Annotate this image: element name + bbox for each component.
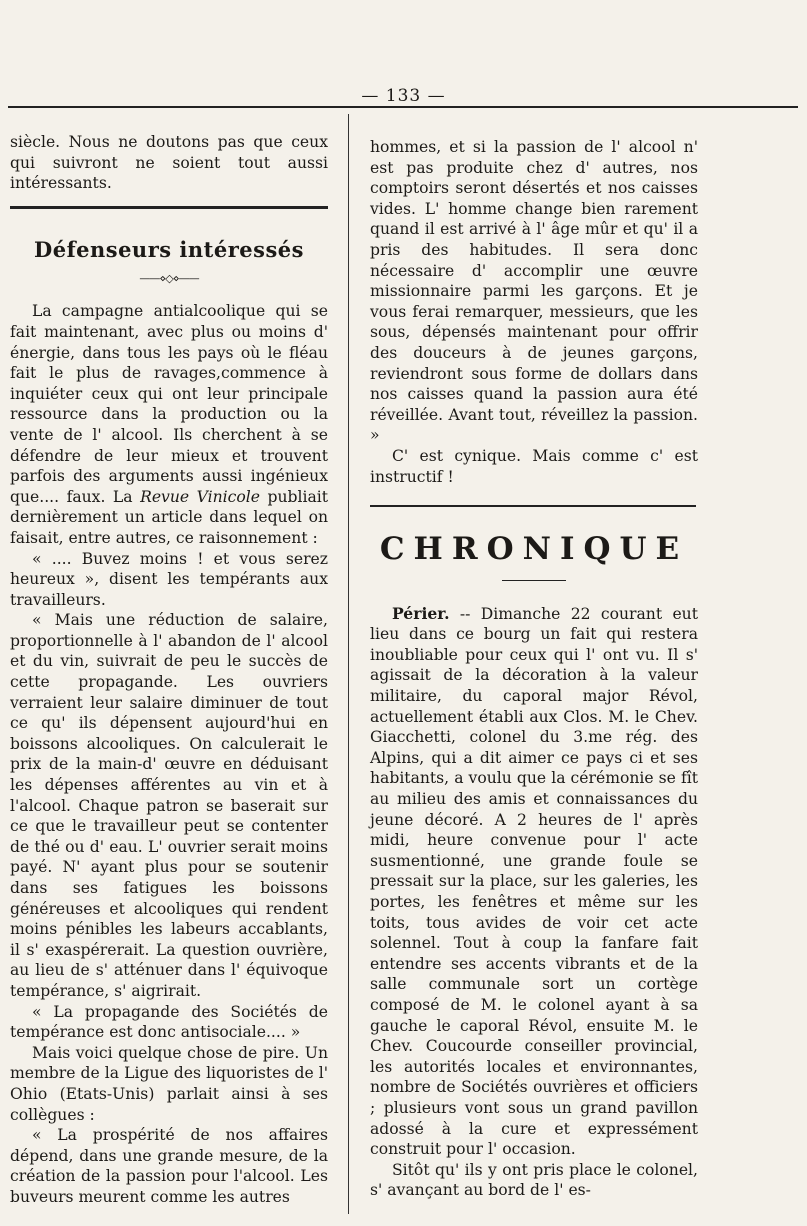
paragraph-text: La campagne antialcoolique qui se fait maintenant, avec plus ou moins d' énergie, dans tous les pays où le fléau fait le plus de ravages,commence à inquiéter ceux qui ont leur principale ressource dans la production ou la vente de l' alcool. Ils cherchent à se défendre de leur mieux et trouvent parfois des arguments aussi ingénieux que.... faux. La bbox=[10, 302, 328, 506]
column-divider bbox=[348, 114, 349, 1214]
article-paragraph: « La prospérité de nos affaires dépend, dans une grande mesure, de la création de la passion pour l'alcool. Les buveurs meurent comme les autres bbox=[10, 1126, 328, 1206]
article-paragraph bbox=[10, 301, 328, 548]
page-number: — 133 — bbox=[361, 86, 446, 106]
article-paragraph bbox=[370, 604, 698, 1160]
title-ornament bbox=[370, 569, 698, 590]
article-paragraph: « La propagande des Sociétés de tempérance est donc antisociale.... » bbox=[10, 1002, 328, 1042]
section-separator bbox=[10, 206, 328, 209]
place-name: Périer. bbox=[392, 603, 450, 623]
article-paragraph: C' est cynique. Mais comme c' est instructif ! bbox=[370, 446, 698, 486]
intro-paragraph: siècle. Nous ne doutons pas que ceux qui suivront ne soient tout aussi intéressants. bbox=[10, 133, 328, 193]
paragraph-text: -- Dimanche 22 courant eut lieu dans ce bourg un fait qui restera inoubliable pour ceux qui l' ont vu. Il s' agissait de la décoration à la valeur militaire, du caporal major Révol, actuellement établi aux Clos. M. le Chev. Giacchetti, colonel du 3.me rég. des Alpins, qui a dit aimer ce pays ci et ses habitants, a voulu que la cérémonie se fît au milieu des amis et connaissances du jeune décoré. A 2 heures de l' après midi, heure convenue pour l' acte susmentionné, une grande foule se pressait sur la place, sur les galeries, les portes, les fenêtres et même sur les toits, tous avides de voir cet acte solennel. Tout à coup la fanfare fait entendre ses accents vibrants et de la salle communale sort un cortège composé de M. le colonel ayant à sa gauche le caporal Révol, ensuite M. le Chev. Coucourde conseiller provincial, les autorités locales et environnantes, nombre de Sociétés ouvrières et officiers ; plusieurs vont sous un grand pavillon adossé à la cure et expressément construit pour l' occasion. bbox=[370, 604, 698, 1159]
article-paragraph: Mais voici quelque chose de pire. Un membre de la Ligue des liquoristes de l' Ohio (Etats-Unis) parlait ainsi à ses collègues : bbox=[10, 1043, 328, 1124]
journal-name: Revue Vinicole bbox=[140, 487, 260, 506]
paragraph-text: publiait dernièrement un article dans lequel on faisait, entre autres, ce raisonnement : bbox=[10, 487, 328, 547]
header-rule bbox=[8, 106, 798, 108]
article-title: Défenseurs intéressés bbox=[34, 236, 304, 262]
article-paragraph: « Mais une réduction de salaire, proportionnelle à l' abandon de l' alcool et du vin, suivrait de peu le succès de cette propagande. Les ouvriers verraient leur salaire diminuer de tout ce qu' ils dépensent aujourd'hui en boissons alcooliques. On calculerait le prix de la main-d' œuvre en déduisant les dépenses afférentes au vin et à l'alcool. Chaque patron se baserait sur ce que le travailleur peut se contenter de thé ou d' eau. L' ouvrier serait moins payé. N' ayant plus pour se soutenir dans ses fatigues les boissons généreuses et alcooliques qui rendent moins pénibles les labeurs accablants, il s' exaspérerait. La question ouvrière, au lieu de s' atténuer dans l' équivoque tempérance, s' aigrirait. bbox=[10, 611, 328, 1000]
left-column bbox=[10, 132, 328, 1208]
right-column bbox=[370, 137, 698, 1201]
article-paragraph: Sitôt qu' ils y ont pris place le colonel, s' avançant au bord de l' es- bbox=[370, 1160, 698, 1200]
title-ornament: ——⋄◇⋄—— bbox=[139, 271, 199, 285]
article-paragraph: « .... Buvez moins ! et vous serez heureux », disent les tempérants aux travailleurs. bbox=[10, 549, 328, 609]
article-paragraph: hommes, et si la passion de l' alcool n' est pas produite chez d' autres, nos comptoirs seront désertés et nos caisses vides. L' homme change bien rarement quand il est arrivé à l' âge mûr et qu' il a pris des habitudes. Il sera donc nécessaire d' accomplir une œuvre missionnaire parmi les garçons. Et je vous ferai remarquer, messieurs, que les sous, dépensés maintenant pour offrir des douceurs à de jeunes garçons, reviendront sous forme de dollars dans nos caisses quand la passion aura été réveillée. Avant tout, réveillez la passion. » bbox=[370, 138, 698, 445]
section-separator bbox=[370, 505, 696, 507]
section-title: CHRONIQUE bbox=[379, 531, 689, 568]
